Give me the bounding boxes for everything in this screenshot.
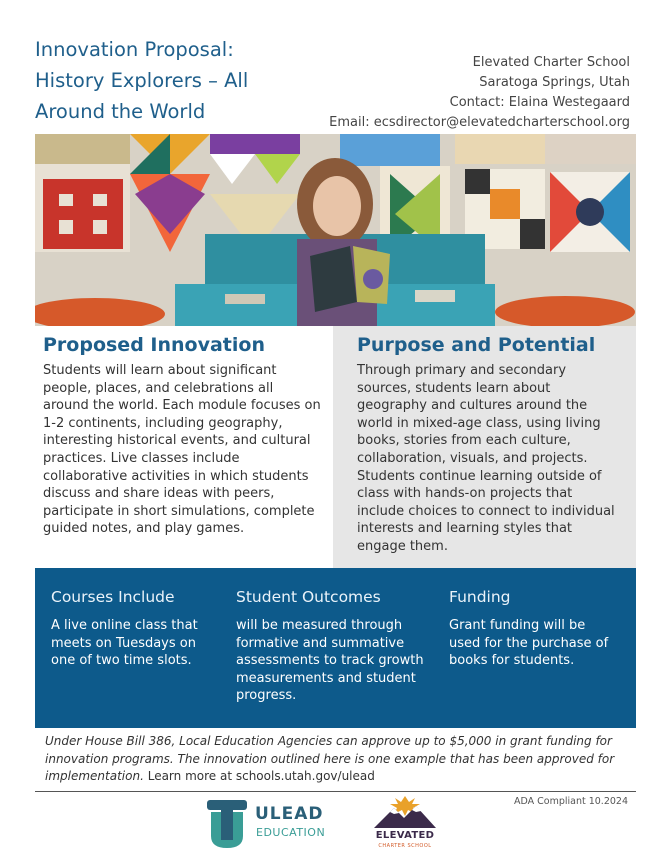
outcomes-block: [236, 588, 436, 705]
school-name: Elevated Charter School: [472, 55, 630, 70]
mountain-icon: [368, 794, 442, 830]
footer-divider: [35, 791, 636, 792]
funding-text: Grant funding will be used for the purchase of books for students.: [449, 618, 609, 669]
funding-block: [449, 588, 619, 670]
contact-person: Contact: Elaina Westegaard: [449, 95, 630, 110]
ulead-wordmark: ULEAD: [255, 804, 324, 824]
school-location: Saratoga Springs, Utah: [479, 75, 630, 90]
courses-block: [51, 588, 216, 670]
contact-block: [329, 53, 630, 133]
contact-email: Email: ecsdirector@elevatedcharterschool.org: [329, 115, 630, 130]
title-line-3: Around the World: [35, 100, 206, 123]
page-title: [35, 34, 335, 127]
purpose-heading: Purpose and Potential: [357, 334, 596, 356]
legal-note: [45, 733, 630, 786]
purpose-text: Through primary and secondary sources, students learn about geography and cultures around the world in mixed-age class, using living books, stories from each culture, collaboration, visuals, and projects. Students continue learning outside of class with hands-on projects that include choices to connect to individual interests and learning styles that engage them.: [357, 363, 615, 554]
courses-heading: Courses Include: [51, 588, 175, 606]
outcomes-heading: Student Outcomes: [236, 588, 381, 606]
courses-text: A live online class that meets on Tuesdays on one of two time slots.: [51, 618, 198, 669]
proposed-innovation-heading: Proposed Innovation: [43, 334, 265, 356]
proposed-innovation-text: Students will learn about significant people, places, and celebrations all around the world. Each module focuses on 1-2 continents, including geography, interesting historical events, and cultural practices. Live classes include collaborative activities in which students discuss and share ideas with peers, participate in short simulations, complete guided notes, and play games.: [43, 363, 321, 537]
hero-photo-illustration: [35, 134, 636, 326]
outcomes-text: will be measured through formative and summative assessments to track growth measurements and student progress.: [236, 618, 424, 704]
elevated-logo: [368, 794, 442, 854]
ulead-logo: [205, 796, 345, 852]
legal-note-link-text: Learn more at schools.utah.gov/ulead: [143, 769, 375, 783]
funding-heading: Funding: [449, 588, 511, 606]
hero-photo: [35, 134, 636, 326]
ulead-mark-icon: [205, 796, 251, 852]
elevated-wordmark: ELEVATED: [375, 830, 435, 841]
ulead-subtitle: EDUCATION: [256, 826, 326, 839]
elevated-subtitle: CHARTER SCHOOL: [378, 843, 432, 849]
ada-compliance-text: ADA Compliant 10.2024: [513, 796, 628, 807]
details-band: [35, 568, 636, 728]
title-line-2: History Explorers – All: [35, 69, 249, 92]
title-line-1: Innovation Proposal:: [35, 38, 234, 61]
legal-note-italic: Under House Bill 386, Local Education Agencies can approve up to $5,000 in grant funding for innovation programs. The innovation outlined here is one example that has been approved for implementation.: [45, 734, 615, 783]
proposed-innovation-section: [35, 326, 333, 568]
purpose-section: [333, 326, 636, 568]
